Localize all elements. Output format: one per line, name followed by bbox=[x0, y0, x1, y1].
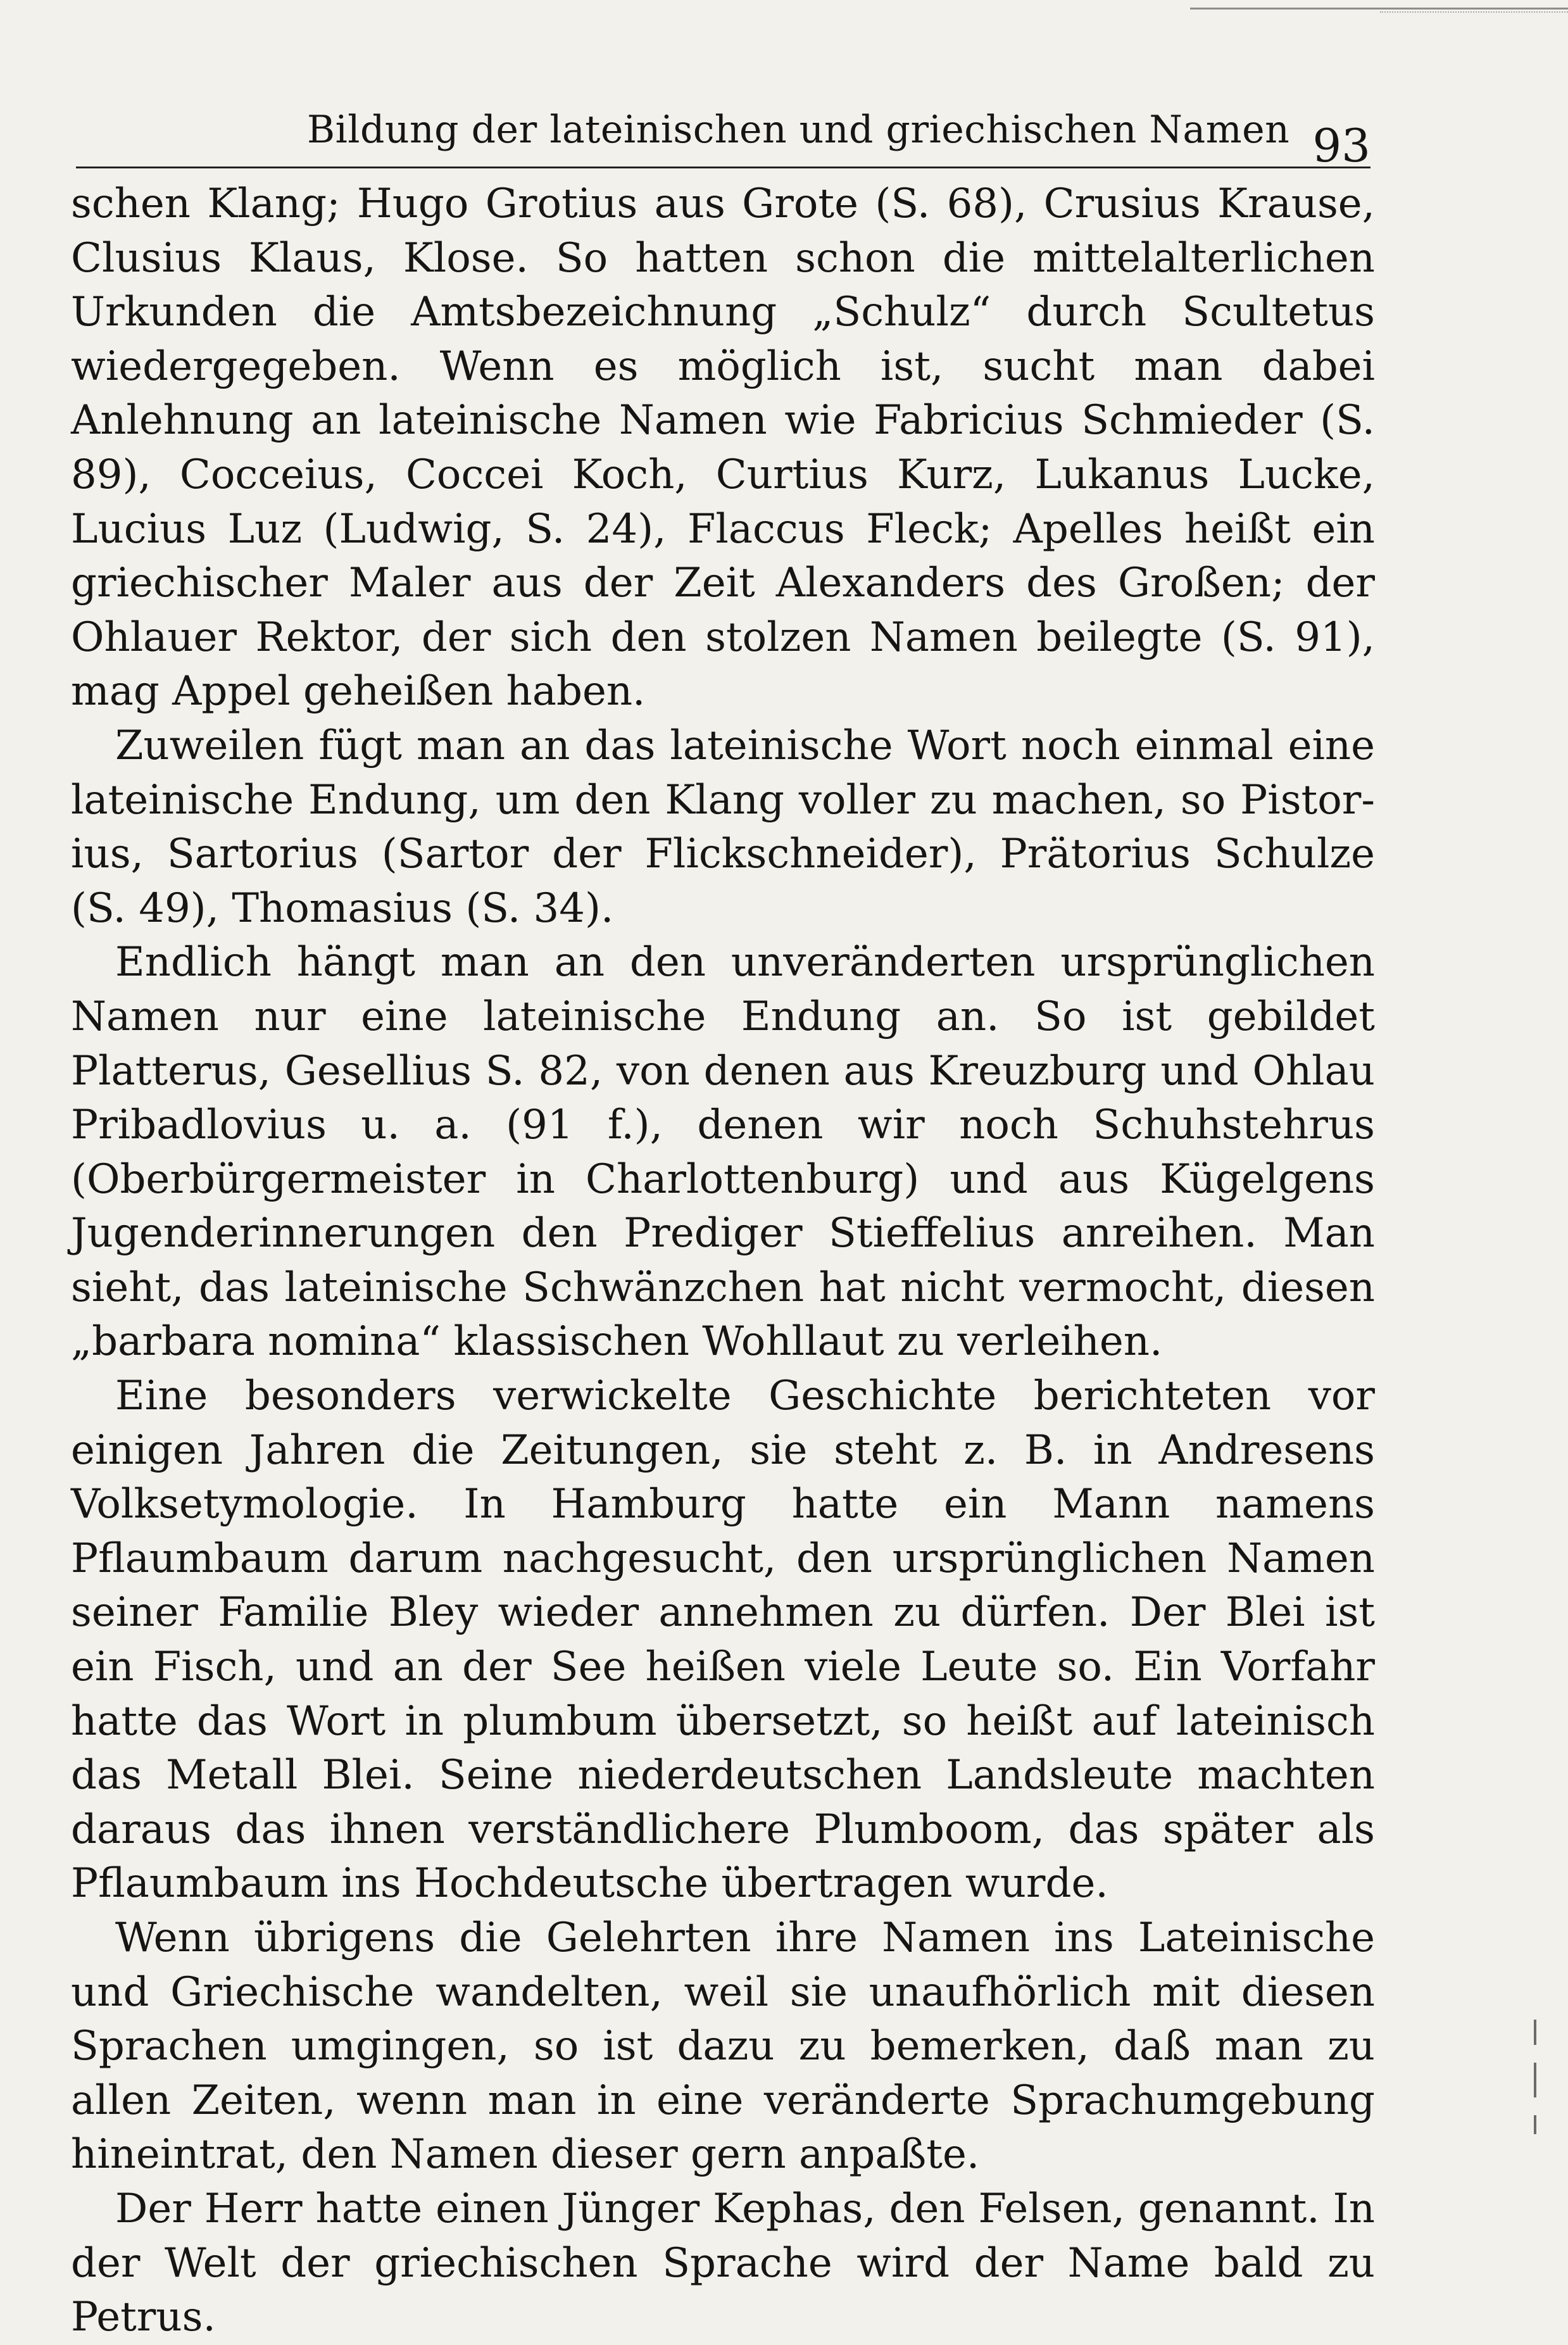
scan-edge-line bbox=[1190, 8, 1568, 9]
running-title: Bildung der lateinischen und griechischen Namen bbox=[307, 108, 1290, 152]
paragraph-5: Wenn übrigens die Gelehrten ihre Namen ins Lateinische und Griechische wandelten, weil sie unaufhörlich mit diesen Sprachen umgingen, so ist dazu zu bemerken, daß man zu allen Zeiten, wenn man in eine veränderte Sprachumgebung hineintrat, den Namen dieser gern anpaßte. bbox=[71, 1914, 1375, 2178]
margin-mark bbox=[1534, 2115, 1536, 2134]
header-rule bbox=[76, 167, 1370, 168]
paragraph-1: schen Klang; Hugo Grotius aus Grote (S. 68), Crusius Krause, Clusius Klaus, Klose. So hatten schon die mittelalterlichen Urkunden die Amtsbezeichnung „Schulz“ durch Scultetus wiedergegeben. Wenn es möglich ist, sucht man dabei Anlehnung an lateinische Namen wie Fabricius Schmieder (S. 89), Cocceius, Coccei Koch, Curtius Kurz, Lukanus Lucke, Lucius Luz (Ludwig, S. 24), Flaccus Fleck; Apelles heißt ein griechischer Maler aus der Zeit Alexanders des Großen; der Ohlauer Rektor, der sich den stolzen Namen beilegte (S. 91), mag Appel geheißen haben. bbox=[71, 180, 1375, 715]
paragraph-4: Eine besonders verwickelte Geschichte berichteten vor einigen Jahren die Zeitungen, sie steht z. B. in Andresens Volksetymologie. In Hamburg hatte ein Mann namens Pflaumbaum darum nachgesucht, den ursprünglichen Namen seiner Familie Bley wieder annehmen zu dürfen. Der Blei ist ein Fisch, und an der See heißen viele Leute so. Ein Vorfahr hatte das Wort in plumbum übersetzt, so heißt auf lateinisch das Metall Blei. Seine niederdeutschen Landsleute machten daraus das ihnen verständlichere Plumboom, das später als Pflaumbaum ins Hochdeutsche übertragen wurde. bbox=[71, 1373, 1375, 1908]
page-number: 93 bbox=[1312, 119, 1370, 172]
body-text bbox=[71, 177, 1375, 2345]
page-header bbox=[76, 92, 1370, 184]
margin-mark bbox=[1534, 2063, 1536, 2097]
paragraph-2: Zuweilen fügt man an das lateinische Wort noch einmal eine lateinische Endung, um den Klang voller zu machen, so Pistor-ius, Sartorius (Sartor der Flickschneider), Prätorius Schulze (S. 49), Thomasius (S. 34). bbox=[71, 722, 1375, 932]
paragraph-3: Endlich hängt man an den unveränderten ursprünglichen Namen nur eine lateinische Endung an. So ist gebildet Platterus, Gesellius S. 82, von denen aus Kreuzburg und Ohlau Pribadlovius u. a. (91 f.), denen wir noch Schuhstehrus (Oberbürgermeister in Charlottenburg) und aus Kügelgens Jugenderinnerungen den Prediger Stieffelius anreihen. Man sieht, das lateinische Schwänzchen hat nicht vermocht, diesen „barbara nomina“ klassischen Wohllaut zu verleihen. bbox=[71, 939, 1375, 1366]
margin-mark bbox=[1534, 2020, 1536, 2045]
paragraph-6: Der Herr hatte einen Jünger Kephas, den Felsen, genannt. In der Welt der griechischen Sprache wird der Name bald zu Petrus. bbox=[71, 2185, 1375, 2341]
margin-scan-marks bbox=[1532, 2020, 1538, 2184]
scan-edge-speckle bbox=[1380, 11, 1568, 13]
